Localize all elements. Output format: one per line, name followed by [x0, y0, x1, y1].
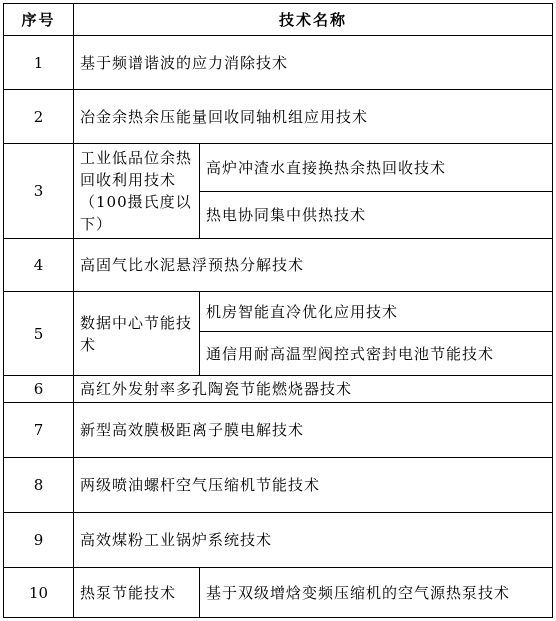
row-number: 4	[4, 239, 74, 292]
technology-name: 高固气比水泥悬浮预热分解技术	[74, 239, 553, 292]
table-row	[4, 292, 553, 332]
technology-name: 两级喷油螺杆空气压缩机节能技术	[74, 458, 553, 513]
table-row	[4, 239, 553, 292]
row-number: 10	[4, 568, 74, 618]
row-number: 5	[4, 292, 74, 376]
sub-technology-name: 机房智能直冷优化应用技术	[200, 292, 553, 332]
tech-table	[3, 3, 553, 618]
technology-name: 新型高效膜极距离子膜电解技术	[74, 403, 553, 458]
row-number: 9	[4, 513, 74, 568]
table-row	[4, 144, 553, 192]
sub-technology-name: 高炉冲渣水直接换热余热回收技术	[200, 144, 553, 192]
row-number: 3	[4, 144, 74, 239]
row-number: 1	[4, 36, 74, 90]
technology-name: 高效煤粉工业锅炉系统技术	[74, 513, 553, 568]
technology-group: 热泵节能技术	[74, 568, 200, 618]
row-number: 6	[4, 376, 74, 403]
table-row	[4, 568, 553, 618]
row-number: 8	[4, 458, 74, 513]
technology-name: 冶金余热余压能量回收同轴机组应用技术	[74, 90, 553, 144]
table-row	[4, 36, 553, 90]
row-number: 7	[4, 403, 74, 458]
technology-group: 数据中心节能技术	[74, 292, 200, 376]
table-row	[4, 376, 553, 403]
sub-technology-name: 基于双级增焓变频压缩机的空气源热泵技术	[200, 568, 553, 618]
table-row	[4, 513, 553, 568]
table-row	[4, 90, 553, 144]
technology-name: 高红外发射率多孔陶瓷节能燃烧器技术	[74, 376, 553, 403]
sub-technology-name: 通信用耐高温型阀控式密封电池节能技术	[200, 332, 553, 376]
header-row	[4, 4, 553, 36]
table-row	[4, 458, 553, 513]
technology-group: 工业低品位余热回收利用技术（100摄氏度以下）	[74, 144, 200, 239]
header-name: 技术名称	[74, 4, 553, 36]
table-row	[4, 403, 553, 458]
row-number: 2	[4, 90, 74, 144]
header-index: 序号	[4, 4, 74, 36]
technology-name: 基于频谱谐波的应力消除技术	[74, 36, 553, 90]
sub-technology-name: 热电协同集中供热技术	[200, 192, 553, 239]
